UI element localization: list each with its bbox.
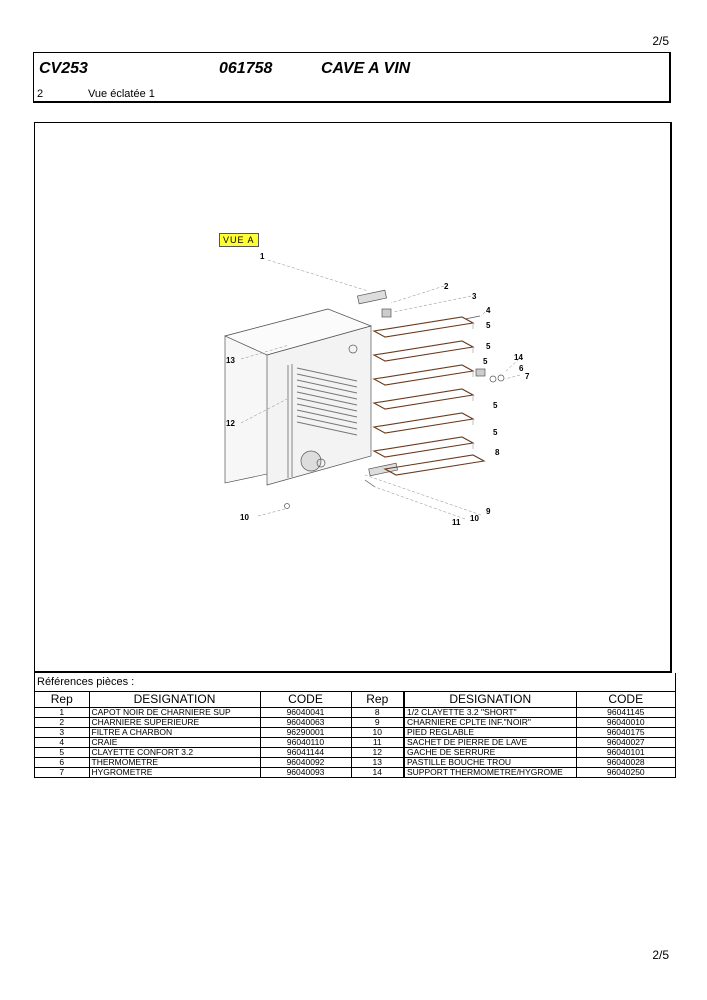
designation-cell: THERMOMETRE: [89, 758, 260, 768]
rep-cell: 3: [35, 728, 89, 738]
document-header: [33, 52, 671, 103]
rep-cell: 2: [35, 718, 89, 728]
code-cell: 96041145: [576, 708, 675, 718]
callout-label: 5: [486, 321, 491, 330]
code-cell: 96040093: [260, 768, 351, 778]
code-cell: 96290001: [260, 728, 351, 738]
col-header-code: CODE: [260, 692, 351, 708]
designation-cell: PIED REGLABLE: [404, 728, 576, 738]
code-cell: 96040027: [576, 738, 675, 748]
designation-cell: CLAYETTE CONFORT 3.2: [89, 748, 260, 758]
section-number: 2: [37, 88, 44, 100]
code-cell: 96040010: [576, 718, 675, 728]
table-row: [35, 768, 675, 778]
rep-cell: 10: [351, 728, 404, 738]
callout-label: 8: [495, 448, 500, 457]
rep-cell: 8: [351, 708, 404, 718]
rep-cell: 11: [351, 738, 404, 748]
rep-cell: 13: [351, 758, 404, 768]
col-header-designation: DESIGNATION: [89, 692, 260, 708]
rep-cell: 6: [35, 758, 89, 768]
callout-label: 6: [519, 364, 524, 373]
designation-cell: GACHE DE SERRURE: [404, 748, 576, 758]
designation-cell: CAPOT NOIR DE CHARNIERE SUP: [89, 708, 260, 718]
designation-cell: SUPPORT THERMOMETRE/HYGROME: [404, 768, 576, 778]
code-cell: 96040092: [260, 758, 351, 768]
table-row: [35, 708, 675, 718]
code-cell: 96040028: [576, 758, 675, 768]
view-label: VUE A: [219, 233, 259, 247]
rep-cell: 4: [35, 738, 89, 748]
table-row: [35, 728, 675, 738]
col-header-code: CODE: [576, 692, 675, 708]
designation-cell: CHARNIERE SUPERIEURE: [89, 718, 260, 728]
rep-cell: 12: [351, 748, 404, 758]
designation-cell: PASTILLE BOUCHE TROU: [404, 758, 576, 768]
code-cell: 96040110: [260, 738, 351, 748]
rep-cell: 5: [35, 748, 89, 758]
parts-table: [35, 692, 675, 778]
callout-label: 11: [452, 518, 461, 527]
code-cell: 96041144: [260, 748, 351, 758]
callout-label: 14: [514, 353, 523, 362]
reference-number: 061758: [219, 60, 273, 77]
designation-cell: FILTRE A CHARBON: [89, 728, 260, 738]
code-cell: 96040101: [576, 748, 675, 758]
page-number-top: 2/5: [652, 34, 669, 48]
callout-label: 5: [483, 357, 488, 366]
code-cell: 96040250: [576, 768, 675, 778]
table-row: [35, 748, 675, 758]
designation-cell: 1/2 CLAYETTE 3.2 "SHORT": [404, 708, 576, 718]
product-title: CAVE A VIN: [321, 60, 411, 77]
rep-cell: 7: [35, 768, 89, 778]
designation-cell: SACHET DE PIERRE DE LAVE: [404, 738, 576, 748]
code-cell: 96040175: [576, 728, 675, 738]
parts-table-header: [35, 692, 675, 708]
callout-label: 1: [260, 252, 265, 261]
table-row: [35, 758, 675, 768]
code-cell: 96040063: [260, 718, 351, 728]
table-row: [35, 738, 675, 748]
model-number: CV253: [39, 60, 88, 77]
table-row: [35, 718, 675, 728]
callout-label: 5: [493, 428, 498, 437]
callout-label: 10: [240, 513, 249, 522]
code-cell: 96040041: [260, 708, 351, 718]
col-header-rep: Rep: [35, 692, 89, 708]
callout-label: 9: [486, 507, 491, 516]
exploded-view-frame: [34, 122, 672, 673]
rep-cell: 14: [351, 768, 404, 778]
callout-label: 5: [486, 342, 491, 351]
callout-label: 13: [226, 356, 235, 365]
callout-label: 5: [493, 401, 498, 410]
callout-label: 7: [525, 372, 530, 381]
exploded-view-drawing: [35, 123, 671, 672]
designation-cell: HYGROMETRE: [89, 768, 260, 778]
col-header-designation: DESIGNATION: [404, 692, 576, 708]
parts-reference-title: Références pièces :: [35, 673, 675, 692]
designation-cell: CRAIE: [89, 738, 260, 748]
rep-cell: 9: [351, 718, 404, 728]
section-title: Vue éclatée 1: [88, 88, 155, 100]
col-header-rep: Rep: [351, 692, 404, 708]
callout-label: 2: [444, 282, 449, 291]
callout-label: 4: [486, 306, 491, 315]
callout-label: 3: [472, 292, 477, 301]
rep-cell: 1: [35, 708, 89, 718]
callout-label: 12: [226, 419, 235, 428]
designation-cell: CHARNIERE CPLTE INF."NOIR": [404, 718, 576, 728]
callout-label: 10: [470, 514, 479, 523]
page-number-bottom: 2/5: [652, 948, 669, 962]
parts-reference-section: [34, 673, 676, 778]
